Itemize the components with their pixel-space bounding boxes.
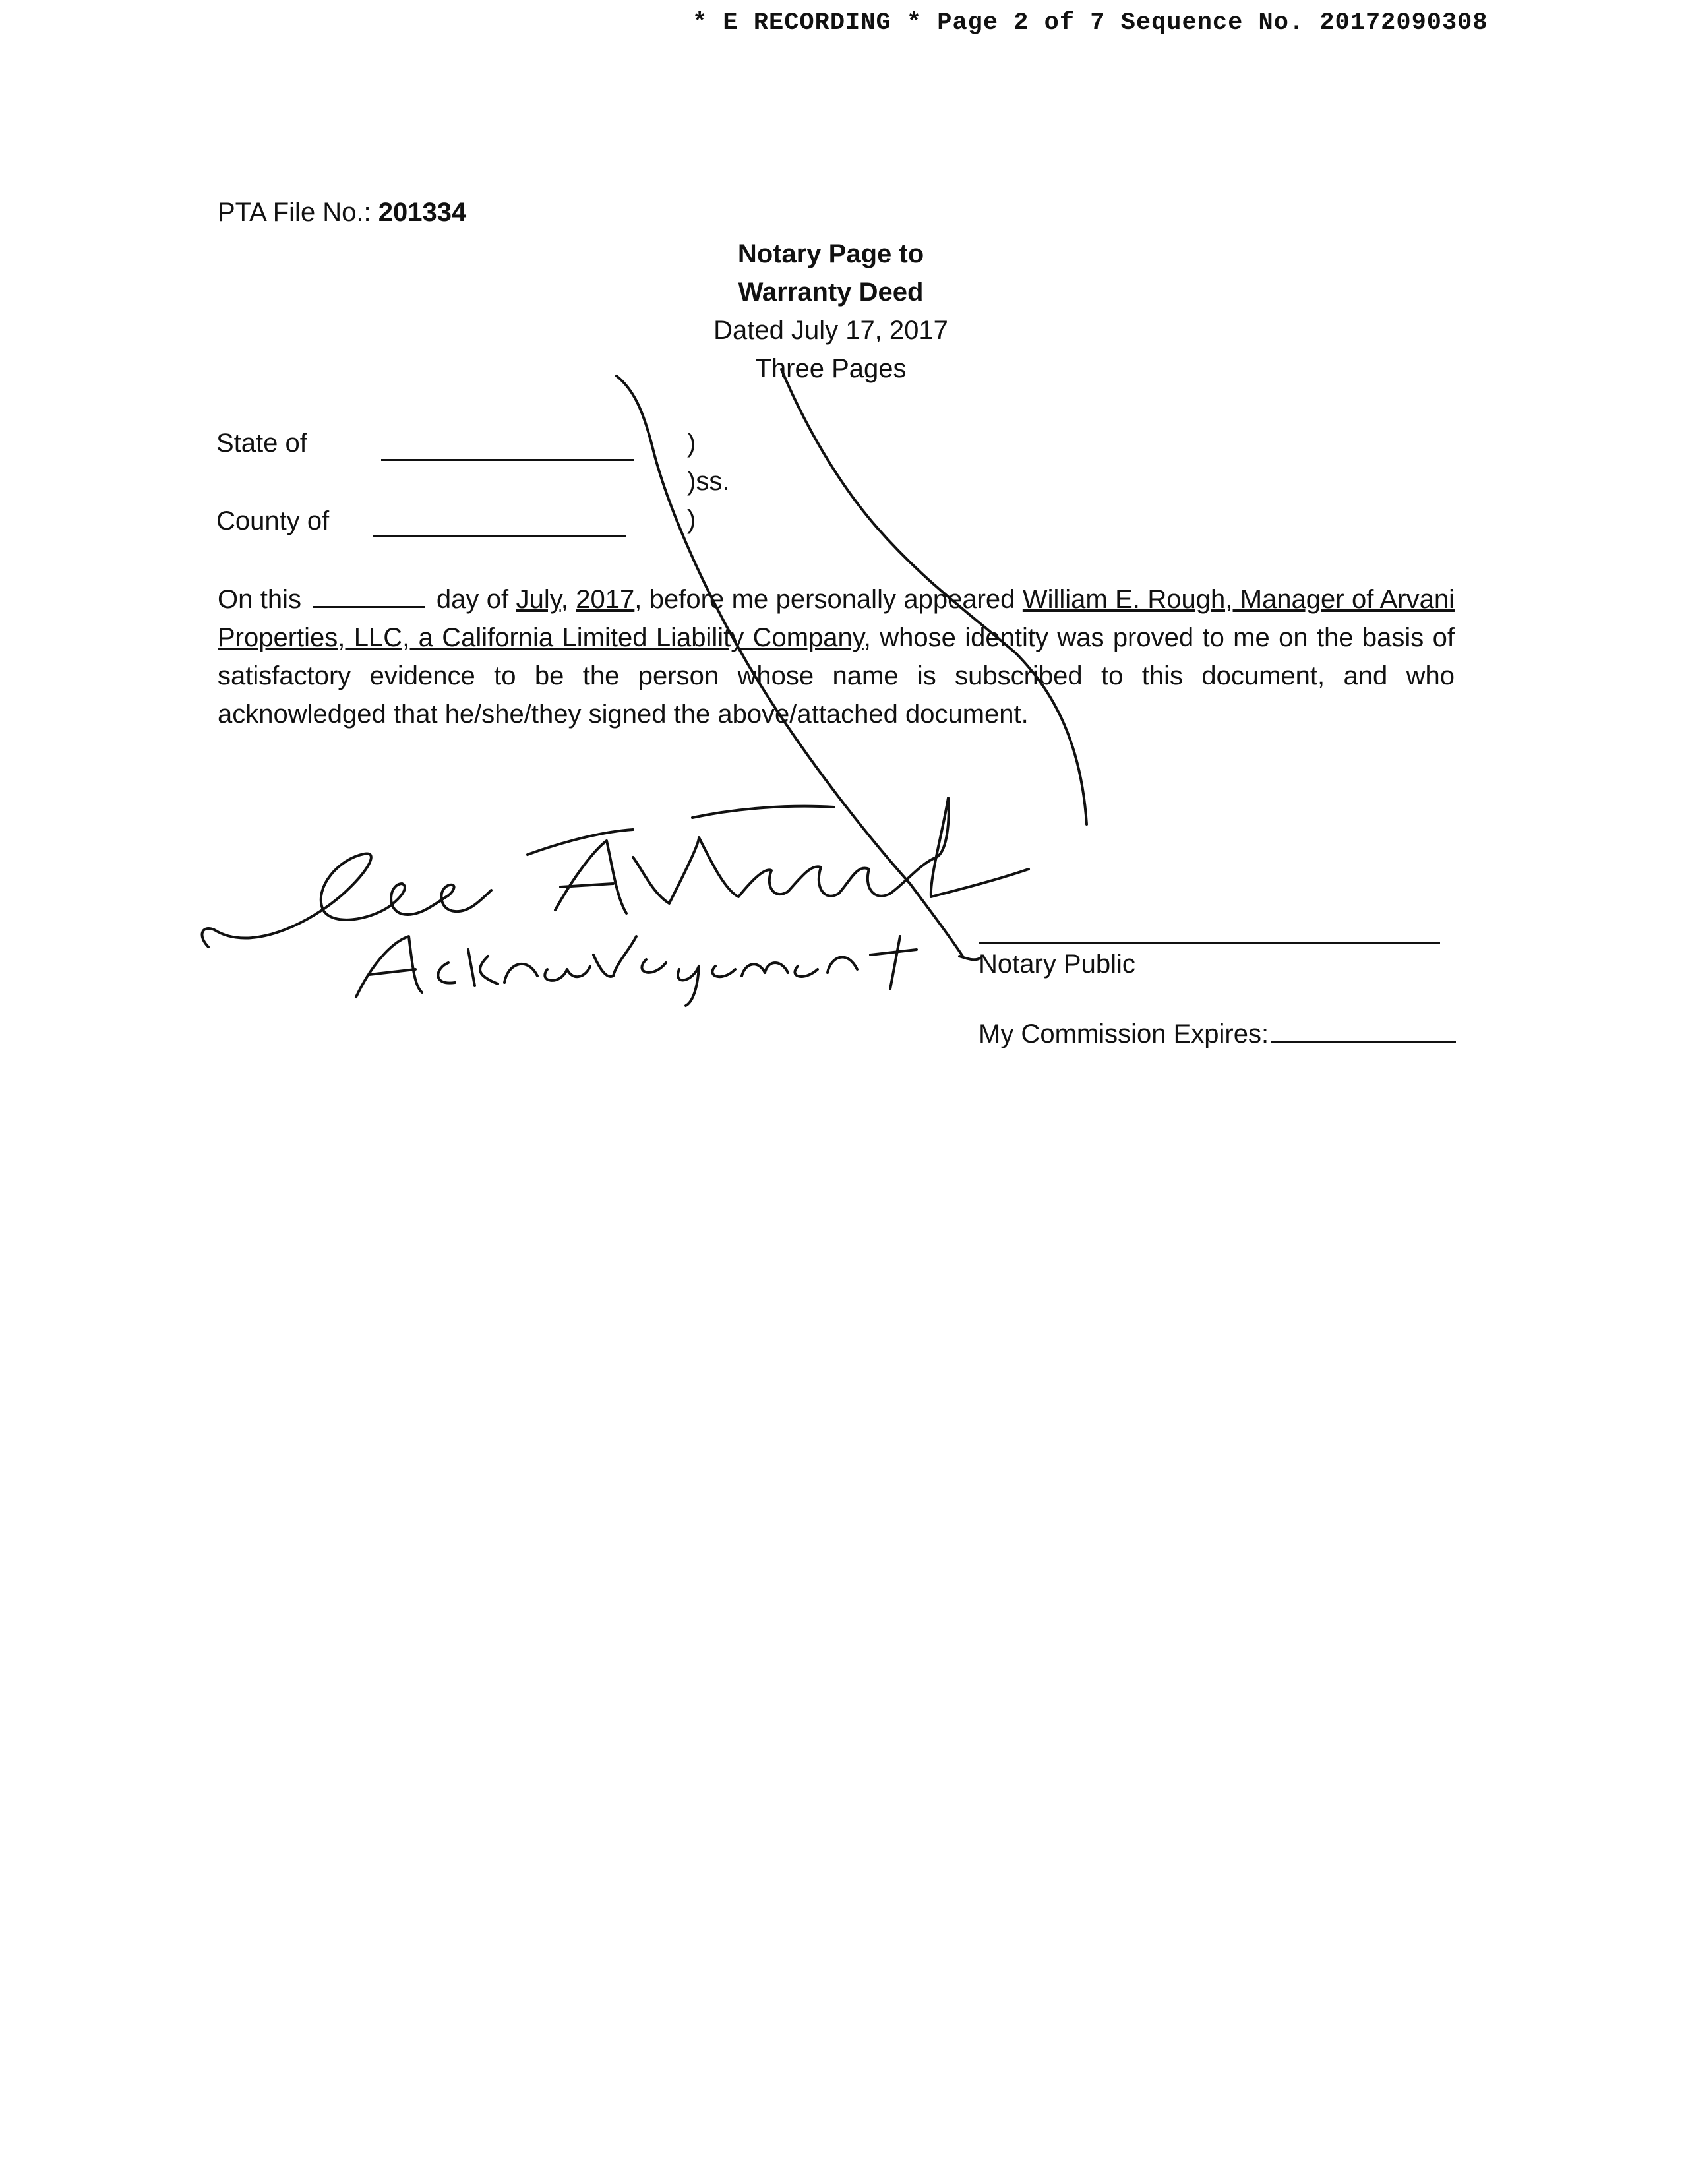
venue-paren-ss: )ss. — [687, 467, 730, 496]
recording-header: * E RECORDING * Page 2 of 7 Sequence No. 20172090308 — [692, 9, 1488, 37]
state-blank-line — [381, 459, 634, 461]
title-line-1: Notary Page to — [737, 239, 924, 268]
county-label: County of — [216, 506, 330, 535]
title-page-count: Three Pages — [755, 354, 907, 383]
title-line-2: Warranty Deed — [738, 278, 924, 307]
venue-paren-bottom: ) — [687, 505, 696, 534]
file-number-line — [218, 198, 466, 228]
state-label: State of — [216, 429, 307, 458]
commission-expires-label: My Commission Expires: — [979, 1019, 1269, 1048]
ack-signer-name: William E. Rough, Manager of Arvani Properties, LLC, a California Limited Liability Company — [218, 585, 1455, 652]
day-blank-line — [313, 606, 425, 608]
ack-month: July — [516, 585, 561, 614]
notary-signature-line — [979, 942, 1440, 944]
file-number-label: PTA File No.: — [218, 198, 371, 227]
acknowledgment-paragraph — [218, 580, 1455, 733]
signature-see — [202, 853, 491, 947]
commission-expires-line — [979, 1019, 1456, 1049]
ack-text-appeared: , before me personally appeared — [634, 585, 1015, 614]
file-number-value: 201334 — [378, 198, 467, 227]
ack-text-intro: On this — [218, 585, 302, 614]
county-blank-line — [373, 535, 626, 537]
commission-blank-line — [1271, 1041, 1456, 1043]
document-title-block — [593, 235, 1068, 388]
title-date-line: Dated July 17, 2017 — [713, 316, 948, 345]
signature-attached — [528, 798, 1029, 913]
signature-acknowledgement — [356, 936, 917, 1006]
ack-text-day-of: day of — [436, 585, 509, 614]
notary-public-label: Notary Public — [979, 950, 1135, 979]
venue-paren-top: ) — [687, 429, 696, 458]
ack-year: 2017 — [576, 585, 635, 614]
ack-text-closing: , whose identity was proved to me on the basis of satisfactory evidence to be the person whose name is subscribed to this document, and who acknowledged that he/she/they signed the above/attached document. — [218, 623, 1455, 729]
ack-comma: , — [560, 585, 568, 614]
